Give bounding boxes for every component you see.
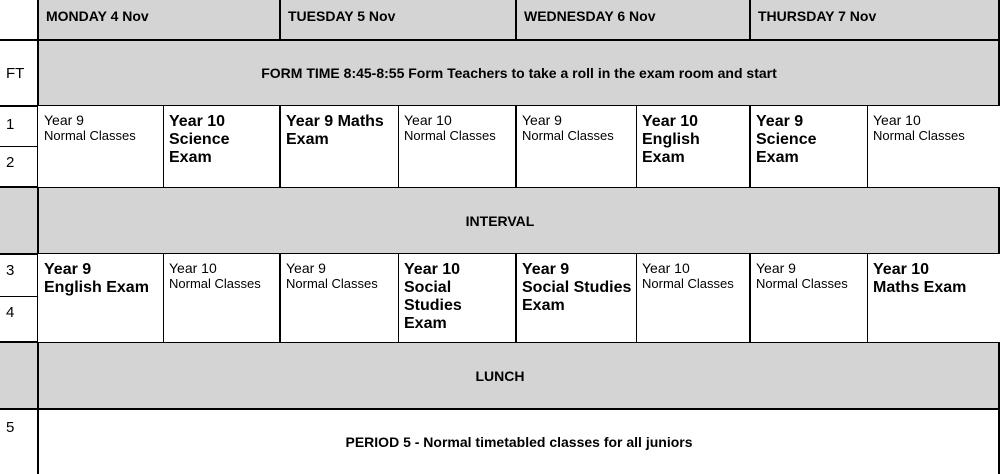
corner-cell xyxy=(0,0,38,40)
grid-line xyxy=(749,0,751,40)
morning-cell-line2: Normal Classes xyxy=(873,128,965,143)
grid-line xyxy=(163,106,164,187)
grid-line xyxy=(515,106,517,187)
interval-banner: INTERVAL xyxy=(0,187,1000,254)
midday-cell-line3: Exam xyxy=(404,315,447,332)
grid-line xyxy=(163,254,164,342)
midday-cell xyxy=(750,254,867,342)
day-header-monday: MONDAY 4 Nov xyxy=(38,0,280,40)
grid-line xyxy=(0,296,38,297)
morning-cell-line2: Normal Classes xyxy=(522,128,614,143)
midday-cell-line1: Year 10 xyxy=(873,261,930,278)
grid-line xyxy=(636,106,637,187)
grid-line xyxy=(636,254,637,342)
day-header-wednesday: WEDNESDAY 6 Nov xyxy=(516,0,750,40)
midday-cell xyxy=(280,254,398,342)
midday-cell-line2: Normal Classes xyxy=(756,276,848,291)
morning-cell-line2: English Exam xyxy=(642,131,700,166)
morning-cell-line2: Science Exam xyxy=(169,131,230,166)
midday-cell-line2: Maths Exam xyxy=(873,279,967,296)
midday-cell xyxy=(516,254,636,342)
grid-line xyxy=(398,254,399,342)
day-header-tuesday: TUESDAY 5 Nov xyxy=(280,0,516,40)
midday-cell xyxy=(867,254,1000,342)
midday-cell-line1: Year 10 xyxy=(404,261,461,278)
grid-line xyxy=(0,39,1000,41)
period-label-1: 1 xyxy=(0,106,38,146)
morning-cell xyxy=(398,106,516,187)
midday-cell-line1: Year 9 xyxy=(522,261,570,278)
grid-line xyxy=(279,106,281,187)
day-header-thursday: THURSDAY 7 Nov xyxy=(750,0,1000,40)
grid-line xyxy=(867,106,868,187)
period-label-4: 4 xyxy=(0,296,38,342)
period-label-ft: FT xyxy=(0,40,38,106)
midday-cell-line1: Year 10 xyxy=(642,260,690,276)
grid-line xyxy=(749,106,751,187)
midday-cell-line2: Normal Classes xyxy=(642,276,734,291)
form-time-banner: FORM TIME 8:45-8:55 Form Teachers to take a roll in the exam room and start xyxy=(38,40,1000,106)
morning-cell-line1: Year 9 xyxy=(756,113,804,130)
midday-cell-line2: Normal Classes xyxy=(169,276,261,291)
midday-cell-line2: English Exam xyxy=(44,279,149,296)
grid-line xyxy=(0,408,1000,410)
grid-line xyxy=(515,254,517,342)
midday-cell-line1: Year 9 xyxy=(286,260,326,276)
midday-cell-line1: Year 9 xyxy=(44,261,92,278)
morning-cell-line2: Science Exam xyxy=(756,131,817,166)
morning-cell-line1: Year 10 xyxy=(169,113,226,130)
morning-cell-line1: Year 9 xyxy=(44,112,84,128)
morning-cell xyxy=(163,106,280,187)
grid-line xyxy=(515,0,517,40)
grid-line xyxy=(398,106,399,187)
midday-cell-line1: Year 10 xyxy=(169,260,217,276)
morning-cell-line1: Year 9 xyxy=(522,112,562,128)
midday-cell-line1: Year 9 xyxy=(756,260,796,276)
morning-cell-line2: Normal Classes xyxy=(404,128,496,143)
morning-cell xyxy=(636,106,750,187)
lunch-banner: LUNCH xyxy=(0,342,1000,409)
morning-cell xyxy=(516,106,636,187)
midday-cell-line2: Normal Classes xyxy=(286,276,378,291)
period-label-2: 2 xyxy=(0,146,38,187)
midday-cell xyxy=(38,254,163,342)
period-label-3: 3 xyxy=(0,254,38,296)
midday-cell-line2: Social Studies xyxy=(404,279,462,314)
grid-line xyxy=(0,146,38,147)
period5-banner: PERIOD 5 - Normal timetabled classes for all juniors xyxy=(38,409,1000,474)
morning-cell xyxy=(867,106,1000,187)
grid-line xyxy=(279,254,281,342)
morning-cell-line1: Year 10 xyxy=(404,112,452,128)
morning-cell-line1: Year 10 xyxy=(642,113,699,130)
midday-cell xyxy=(163,254,280,342)
morning-cell xyxy=(750,106,867,187)
grid-line xyxy=(37,0,39,474)
grid-line xyxy=(867,254,868,342)
morning-cell-line1: Year 10 xyxy=(873,112,921,128)
midday-cell-line2: Social Studies xyxy=(522,279,632,296)
grid-line xyxy=(749,254,751,342)
midday-cell xyxy=(636,254,750,342)
period-label-5: 5 xyxy=(0,409,38,474)
midday-cell-line3: Exam xyxy=(522,297,565,314)
morning-cell-line2: Normal Classes xyxy=(44,128,136,143)
midday-cell xyxy=(398,254,516,342)
morning-cell xyxy=(280,106,398,187)
grid-line xyxy=(279,0,281,40)
morning-cell-line2: Exam xyxy=(286,131,329,148)
morning-cell xyxy=(38,106,163,187)
morning-cell-line1: Year 9 Maths xyxy=(286,113,384,130)
